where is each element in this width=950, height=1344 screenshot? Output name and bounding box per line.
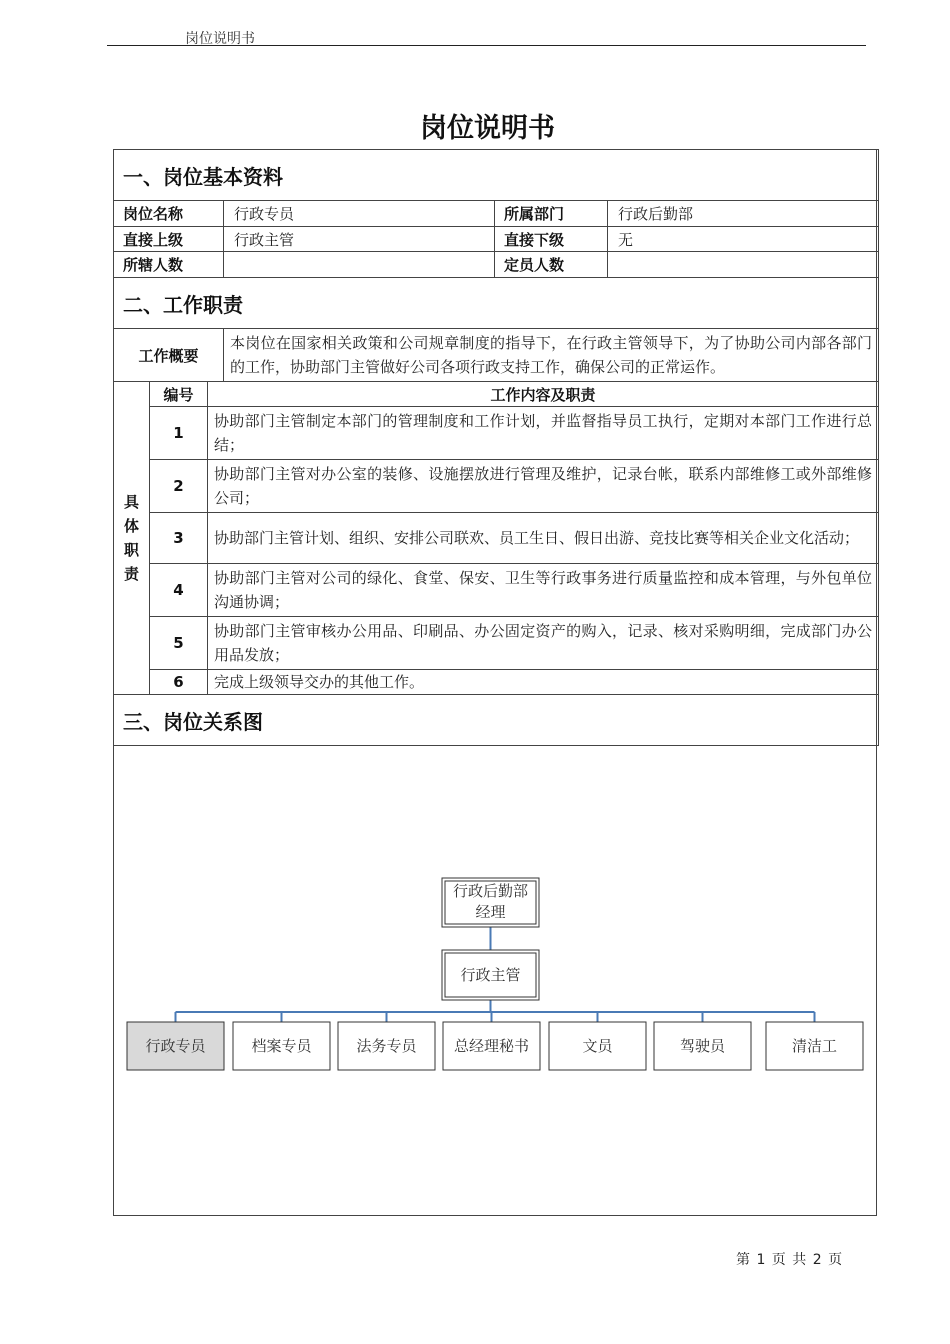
info-label: 直接下级 <box>495 227 608 252</box>
org-node-label: 档案专员 <box>251 1037 312 1055</box>
document-title: 岗位说明书 <box>420 113 555 144</box>
info-value: 无 <box>608 227 879 252</box>
org-node-staff <box>127 1022 224 1070</box>
duty-number: 3 <box>150 513 208 564</box>
summary-text: 本岗位在国家相关政策和公司规章制度的指导下，在行政主管领导下，为了协助公司内部各部门的工作，协助部门主管做好公司各项行政支持工作，确保公司的正常运作。 <box>224 329 879 382</box>
org-node-staff <box>233 1022 330 1070</box>
org-node-label: 总经理秘书 <box>453 1037 530 1055</box>
section-basic-info-row <box>114 150 879 201</box>
duty-number: 2 <box>150 460 208 513</box>
duty-text: 协助部门主管审核办公用品、印刷品、办公固定资产的购入，记录、核对采购明细，完成部门办公用品发放； <box>208 617 879 670</box>
org-bottom-row <box>127 1022 863 1070</box>
org-node-staff <box>443 1022 540 1070</box>
duty-row <box>114 407 879 460</box>
duties-side-char: 责 <box>123 565 139 583</box>
duty-text: 协助部门主管对办公室的装修、设施摆放进行管理及维护，记录台帐，联系内部维修工或外部维修公司； <box>208 460 879 513</box>
content-column-header: 工作内容及职责 <box>208 382 879 407</box>
org-node-label: 法务专员 <box>356 1037 417 1055</box>
no-column-header: 编号 <box>150 382 208 407</box>
org-node-staff <box>766 1022 863 1070</box>
org-node-staff <box>654 1022 751 1070</box>
org-node-manager <box>442 878 539 927</box>
info-value: 行政后勤部 <box>608 201 879 227</box>
duty-text: 协助部门主管对公司的绿化、食堂、保安、卫生等行政事务进行质量监控和成本管理，与外包单位沟通协调； <box>208 564 879 617</box>
duty-text: 协助部门主管制定本部门的管理制度和工作计划，并监督指导员工执行，定期对本部门工作进行总结； <box>208 407 879 460</box>
info-value <box>224 252 495 278</box>
duties-side-char: 职 <box>123 541 139 559</box>
duties-header-row <box>114 382 879 407</box>
info-row <box>114 227 879 252</box>
info-value: 行政专员 <box>224 201 495 227</box>
info-value: 行政主管 <box>224 227 495 252</box>
duty-number: 6 <box>150 670 208 695</box>
org-node-staff <box>549 1022 646 1070</box>
org-node-supervisor <box>442 950 539 1000</box>
org-chart <box>113 735 878 1215</box>
org-node-label: 文员 <box>582 1037 613 1055</box>
info-row <box>114 252 879 278</box>
duties-side-label <box>114 382 150 695</box>
header-rule <box>107 45 866 46</box>
job-description-table <box>113 149 879 746</box>
duty-row <box>114 564 879 617</box>
info-value <box>608 252 879 278</box>
running-header: 岗位说明书 <box>185 31 255 47</box>
org-node-label: 经理 <box>475 903 506 921</box>
duty-row <box>114 617 879 670</box>
duty-text: 完成上级领导交办的其他工作。 <box>208 670 879 695</box>
duty-row <box>114 513 879 564</box>
info-label: 直接上级 <box>114 227 224 252</box>
info-label: 岗位名称 <box>114 201 224 227</box>
org-node-label: 行政主管 <box>460 966 521 984</box>
section-heading-duties: 二、工作职责 <box>114 278 879 329</box>
info-label: 所辖人数 <box>114 252 224 278</box>
org-node-label: 清洁工 <box>791 1037 838 1055</box>
duties-side-char: 具 <box>123 493 139 511</box>
org-node-label: 行政专员 <box>145 1037 206 1055</box>
duty-number: 4 <box>150 564 208 617</box>
section-heading-basic: 一、岗位基本资料 <box>114 150 879 201</box>
duty-text: 协助部门主管计划、组织、安排公司联欢、员工生日、假日出游、竞技比赛等相关企业文化活动； <box>208 513 879 564</box>
info-row <box>114 201 879 227</box>
duty-number: 1 <box>150 407 208 460</box>
duty-number: 5 <box>150 617 208 670</box>
duty-row <box>114 460 879 513</box>
summary-row <box>114 329 879 382</box>
org-node-label: 驾驶员 <box>679 1037 726 1055</box>
org-node-label: 行政后勤部 <box>452 882 529 900</box>
info-label: 所属部门 <box>495 201 608 227</box>
section-heading-relations: 三、岗位关系图 <box>114 695 879 746</box>
duties-side-char: 体 <box>123 517 139 535</box>
org-node-staff <box>338 1022 435 1070</box>
section-duties-row <box>114 278 879 329</box>
summary-label: 工作概要 <box>114 329 224 382</box>
duty-row <box>114 670 879 695</box>
info-label: 定员人数 <box>495 252 608 278</box>
page-footer: 第 1 页 共 2 页 <box>736 1252 843 1268</box>
